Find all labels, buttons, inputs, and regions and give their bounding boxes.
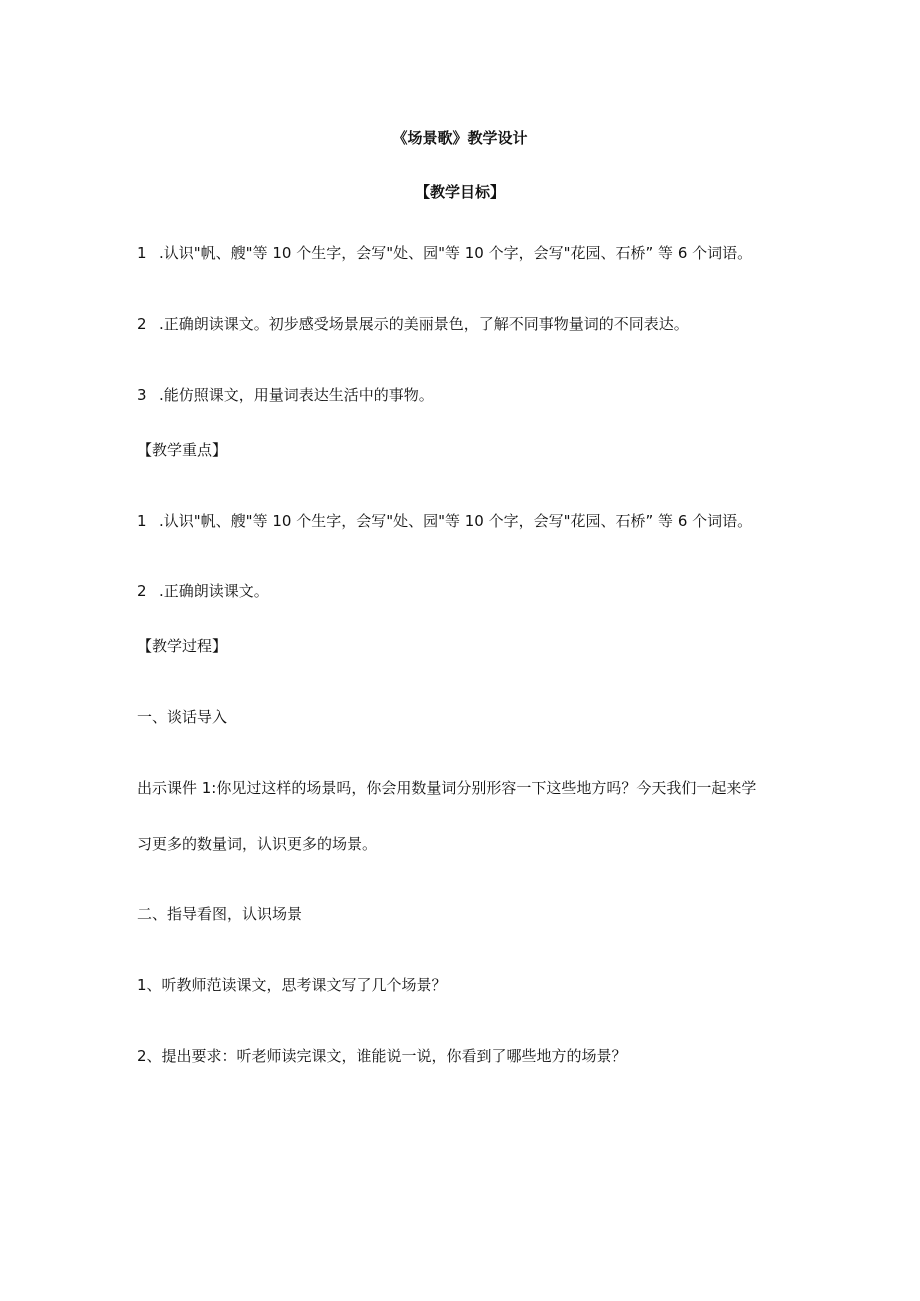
section1-heading: 一、谈话导入 [137, 708, 228, 726]
objective-number: 2 [137, 315, 147, 333]
section1-paragraph-line-2: 习更多的数量词，认识更多的场景。 [137, 835, 378, 853]
objective-text: .正确朗读课文。初步感受场景展示的美丽景色，了解不同事物量词的不同表达。 [159, 315, 689, 333]
objective-item-3 [137, 385, 434, 405]
keypoint-text: .认识"帆、艘"等 10 个生字，会写"处、园"等 10 个字，会写"花园、石桥” 等 6 个词语。 [159, 512, 753, 530]
section2-item-1: 1、听教师范读课文，思考课文写了几个场景？ [137, 976, 447, 994]
document-title: 《场景歌》教学设计 [392, 129, 528, 147]
process-heading: 【教学过程】 [137, 637, 228, 655]
section2-item-2: 2、提出要求：听老师读完课文，谁能说一说，你看到了哪些地方的场景？ [137, 1047, 627, 1065]
keypoint-text: .正确朗读课文。 [159, 582, 269, 600]
keypoint-item-1 [137, 511, 752, 531]
keypoint-item-2 [137, 581, 269, 601]
keypoint-number: 1 [137, 512, 147, 530]
objective-text: .认识"帆、艘"等 10 个生字，会写"处、园"等 10 个字，会写"花园、石桥” 等 6 个词语。 [159, 244, 753, 262]
objective-item-1 [137, 243, 752, 263]
objective-text: .能仿照课文，用量词表达生活中的事物。 [159, 386, 434, 404]
keypoints-heading: 【教学重点】 [137, 441, 228, 459]
objective-number: 3 [137, 386, 147, 404]
objective-item-2 [137, 314, 689, 334]
objective-number: 1 [137, 244, 147, 262]
section2-heading: 二、指导看图，认识场景 [137, 905, 303, 923]
objectives-heading: 【教学目标】 [414, 183, 505, 201]
keypoint-number: 2 [137, 582, 147, 600]
section1-paragraph-line-1: 出示课件 1:你见过这样的场景吗，你会用数量词分别形容一下这些地方吗？今天我们一起来学 [137, 779, 757, 797]
